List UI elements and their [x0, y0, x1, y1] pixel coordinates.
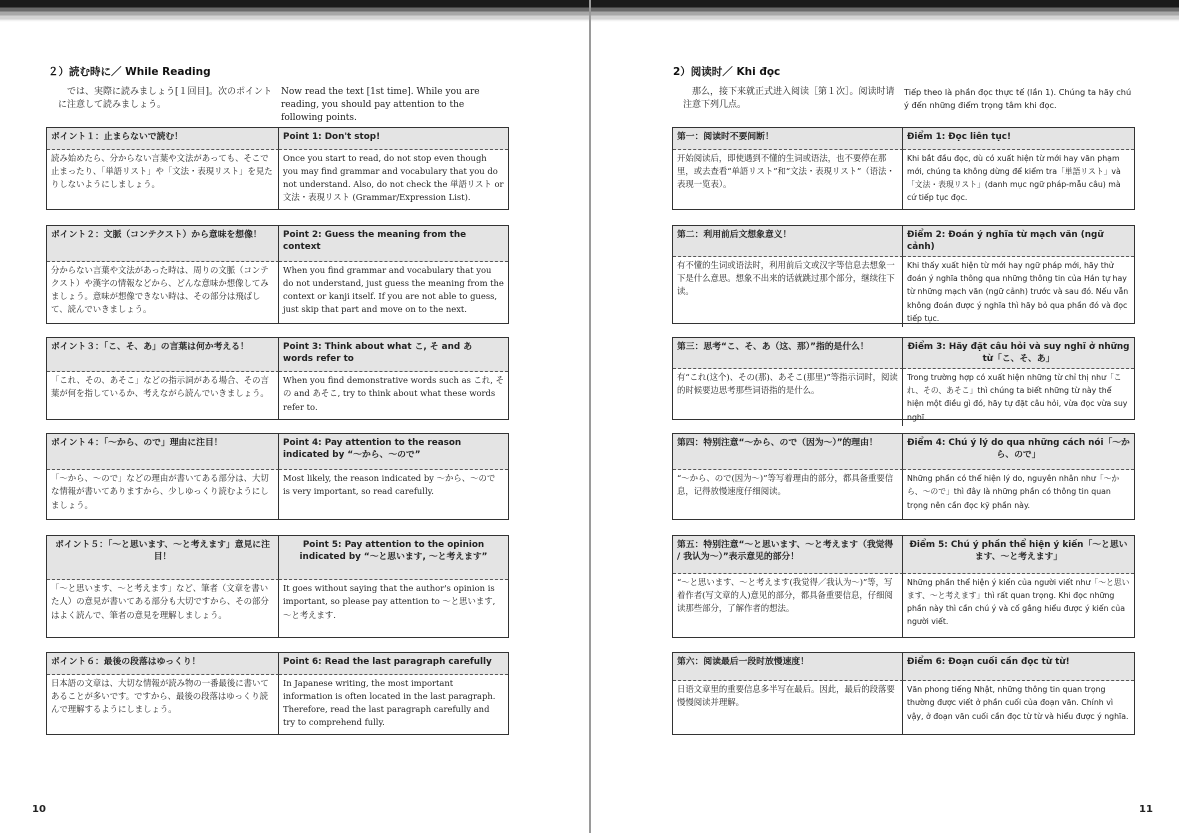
point-body-zh: “～と思います、～と考えます(我觉得／我认为～)”等，写着作者(写文章的人)意见的部分，都具备重要信息，仔细阅读那些部分，了解作者的想法。: [673, 574, 903, 637]
point-heading-jp: ポイント２：文脈（コンテクスト）から意味を想像！: [47, 226, 279, 262]
point-body-jp: 読み始めたら、分からない言葉や文法があっても、そこで止まったり、「単語リスト」や「文法・表現リスト」を見たりしないようにしましょう。: [47, 150, 279, 209]
point-body-vi: Văn phong tiếng Nhật, những thông tin quan trọng thường được viết ở phần cuối của đoạn văn. Chính vì vậy, ở đoạn văn cuối cần đọc từ từ và hiểu được ý nghĩa.: [907, 685, 1129, 721]
point-box: [672, 652, 1135, 735]
point-heading-zh: 第一：阅读时不要间断！: [673, 128, 903, 150]
point-heading-en: Point 2: Guess the meaning from the context: [279, 226, 508, 262]
point-body-zh: 有“これ(这个)、その(那)、あそこ(那里)”等指示词时，阅读的时候要边思考那些词语指的是什么。: [673, 369, 903, 426]
point-body-jp: 「～から、～ので」などの理由が書いてある部分は、大切な情報が書いてありますから、少しゆっくり読むようにしましょう。: [47, 470, 279, 519]
top-stripe: [0, 0, 589, 22]
point-heading-jp: ポイント３：「こ、そ、あ」の言葉は何か考える！: [47, 338, 279, 372]
point-heading-en: Point 5: Pay attention to the opinion indicated by “～と思います, ～と考えます”: [279, 536, 508, 580]
point-box: [672, 535, 1135, 638]
point-heading-jp: ポイント５：「～と思います、～と考えます」意見に注目！: [47, 536, 279, 580]
point-body-en: When you find demonstrative words such as これ, その and あそこ, try to think about what these words refer to.: [283, 375, 504, 412]
point-body-zh: 有不懂的生词或语法时，利用前后文或汉字等信息去想象一下是什么意思。想象不出来的话就跳过那个部分，继续往下读。: [673, 257, 903, 327]
point-heading-zh: 第六：阅读最后一段时放慢速度！: [673, 653, 903, 681]
point-heading-en: Point 4: Pay attention to the reason indicated by “～から、～ので”: [279, 434, 508, 470]
point-body-en: Most likely, the reason indicated by ～から、～ので is very important, so read carefully.: [283, 473, 496, 497]
point-box: [46, 337, 509, 420]
point-body-jp: 日本語の文章は、大切な情報が読み物の一番最後に書いてあることが多いです。ですから、最後の段落はゆっくり読んで理解するようにしましょう。: [47, 675, 279, 734]
point-box: [672, 433, 1135, 520]
point-body-jp: 「これ、その、あそこ」などの指示詞がある場合、その言葉が何を指しているか、考えながら読んでいきましょう。: [47, 372, 279, 419]
point-body-jp: 分からない言葉や文法があった時は、周りの文脈（コンテクスト）や漢字の情報などから、どんな意味か想像してみましょう。意味が想像できない時は、その部分は飛ばして、読んでいきましょう。: [47, 262, 279, 323]
point-heading-en: Point 3: Think about what こ, そ and あ words refer to: [279, 338, 508, 372]
point-heading-zh: 第四：特别注意“～から、ので（因为～）”的理由！: [673, 434, 903, 470]
point-body-zh: “～から、ので(因为～)”等写着理由的部分，都具备重要信息，记得放慢速度仔细阅读。: [673, 470, 903, 519]
page-number: 10: [32, 804, 46, 815]
intro-japanese: では、実際に読みましょう[１回目]。次のポイントに注意して読みましょう。: [58, 87, 273, 110]
point-box: [46, 652, 509, 735]
right-page: [591, 0, 1179, 833]
point-body-en: It goes without saying that the author's opinion is important, so please pay attention to ～と思います, ～と考えます.: [283, 583, 496, 620]
point-heading-zh: 第五：特别注意“～と思います、～と考えます（我觉得 / 我认为～）”表示意见的部分！: [673, 536, 903, 574]
point-body-vi: Những phần thể hiện ý kiến của người viết như「～と思います、～と考えます」thì rất quan trọng. Khi đọc những phần này thì cần chú ý và cố gắng hiểu được ý kiến của người viết.: [907, 577, 1130, 627]
point-body-en: Once you start to read, do not stop even though you may find grammar and vocabulary that you do not understand. Also, do not check the 単語リスト or 文法・表現リスト (Grammar/Expression List).: [283, 152, 504, 203]
point-heading-en: Point 1: Don't stop!: [279, 128, 508, 150]
section-heading: 2）阅读时／ Khi đọc: [673, 66, 781, 78]
point-heading-vi: Điểm 6: Đoạn cuối cần đọc từ từ!: [903, 653, 1134, 681]
point-body-jp: 「～と思います、～と考えます」など、筆者（文章を書いた人）の意見が書いてある部分も大切ですから、その部分はよく読んで、筆者の意見を理解しましょう。: [47, 580, 279, 637]
section-heading: ２）読む時に／ While Reading: [48, 66, 211, 78]
point-heading-vi: Điểm 1: Đọc liên tục!: [903, 128, 1134, 150]
point-heading-zh: 第二：利用前后文想象意义！: [673, 226, 903, 257]
intro-chinese: 那么，接下来就正式进入阅读［第１次］。阅读时请注意下列几点。: [683, 87, 895, 110]
top-stripe: [591, 0, 1179, 22]
intro-english: Now read the text [1st time]. While you are reading, you should pay attention to the following points.: [281, 87, 480, 123]
page-number: 11: [1139, 804, 1153, 815]
point-box: [46, 127, 509, 210]
point-heading-vi: Điểm 2: Đoán ý nghĩa từ mạch văn (ngữ cảnh): [903, 226, 1134, 257]
point-body-en: In Japanese writing, the most important information is often located in the last paragraph. Therefore, read the last paragraph carefully and try to comprehend fully.: [283, 677, 496, 728]
point-box: [672, 225, 1135, 324]
point-box: [46, 433, 509, 520]
point-body-vi: Khi thấy xuất hiện từ mới hay ngữ pháp mới, hãy thử đoán ý nghĩa thông qua những thông tin của Hán tự hay từ những mạch văn (ngữ cảnh) trước và sau đó. Nếu vẫn không đoán được ý nghĩa thì hãy bỏ qua phần đó và đọc tiếp tục.: [907, 261, 1129, 323]
point-heading-vi: Điểm 4: Chú ý lý do qua những cách nói「～から、ので」: [903, 434, 1134, 470]
point-heading-jp: ポイント４：「～から、ので」理由に注目！: [47, 434, 279, 470]
left-page: [0, 0, 589, 833]
point-box: [672, 337, 1135, 420]
point-heading-jp: ポイント６：最後の段落はゆっくり！: [47, 653, 279, 675]
point-box: [672, 127, 1135, 210]
point-body-en: When you find grammar and vocabulary that you do not understand, just guess the meaning from the context or kanji itself. If you are not able to guess, just skip that part and move on to the next.: [283, 264, 504, 315]
point-body-vi: Trong trường hợp có xuất hiện những từ chỉ thị như「これ、その、あそこ」thì chúng ta biết những từ này thể hiện một điều gì đó, hãy tự đặt câu hỏi, vừa đọc vừa suy nghĩ.: [907, 373, 1128, 422]
point-heading-jp: ポイント１：止まらないで読む！: [47, 128, 279, 150]
point-body-vi: Khi bắt đầu đọc, dù có xuất hiện từ mới hay văn phạm mới, chúng ta không dừng để kiểm tra「単語リスト」và「文法・表現リスト」(danh mục ngữ pháp-mẫu câu) mà cứ tiếp tục đọc.: [907, 153, 1121, 203]
point-heading-zh: 第三：思考“こ、そ、あ（这、那）”指的是什么！: [673, 338, 903, 369]
point-box: [46, 225, 509, 324]
point-heading-vi: Điểm 3: Hãy đặt câu hỏi và suy nghĩ ở những từ「こ、そ、あ」: [903, 338, 1134, 369]
point-box: [46, 535, 509, 638]
point-body-vi: Những phần có thể hiện lý do, nguyên nhân như「～から、～ので」thì đây là những phần có thông tin quan trọng nên cần đọc kỹ phần này.: [907, 474, 1120, 510]
intro-vietnamese: Tiếp theo là phần đọc thực tế (lần 1). Chúng ta hãy chú ý đến những điểm trọng tâm khi đọc.: [904, 87, 1132, 110]
point-body-zh: 日语文章里的重要信息多半写在最后。因此，最后的段落要慢慢阅读并理解。: [673, 681, 903, 734]
point-body-zh: 开始阅读后，即使遇到不懂的生词或语法，也不要停在那里，或去查看“单語リスト”和“文法・表現リスト”（语法・表现一览表）。: [673, 150, 903, 209]
point-heading-vi: Điểm 5: Chú ý phần thể hiện ý kiến「～と思います、～と考えます」: [903, 536, 1134, 574]
point-heading-en: Point 6: Read the last paragraph carefully: [279, 653, 508, 675]
